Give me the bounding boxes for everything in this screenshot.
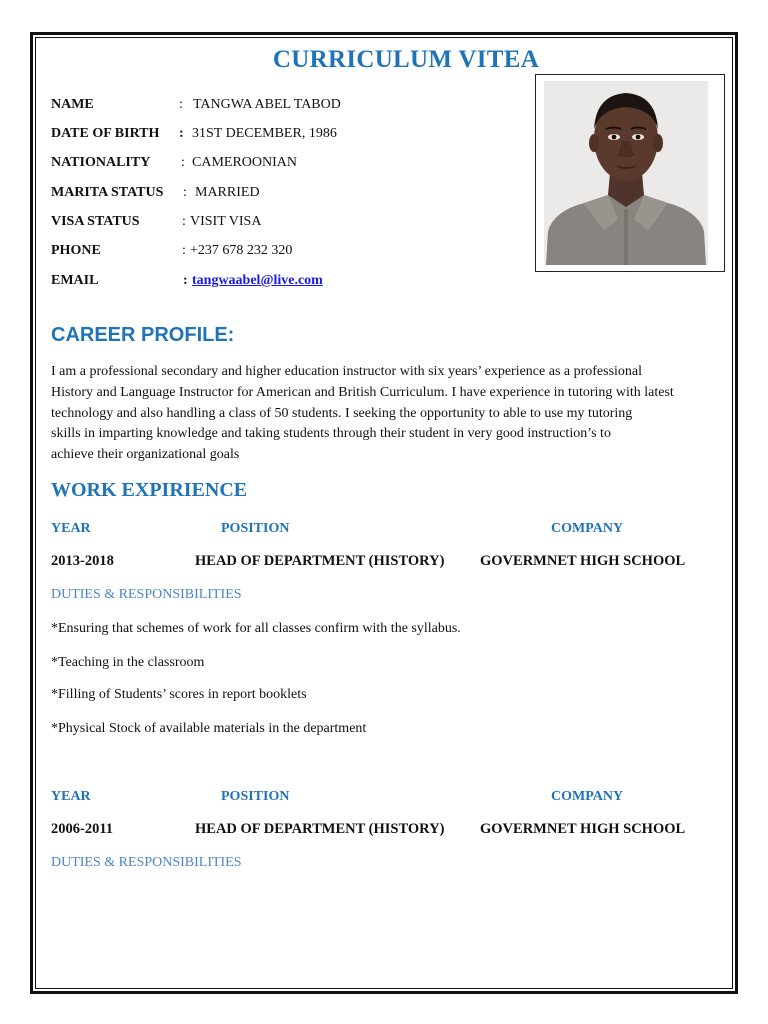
phone-label: PHONE	[51, 243, 101, 258]
job-company: GOVERMNET HIGH SCHOOL	[480, 821, 686, 837]
job-year: 2006-2011	[51, 821, 114, 837]
career-line: History and Language Instructor for American and British Curriculum. I have experience in tutoring with latest	[51, 384, 674, 400]
career-line: I am a professional secondary and higher education instructor with six years’ experience as a professional	[51, 364, 643, 379]
dob-value: 31ST DECEMBER, 1986	[192, 126, 337, 141]
job-company: GOVERMNET HIGH SCHOOL	[480, 553, 686, 569]
career-line: achieve their organizational goals	[51, 447, 240, 463]
email-colon: :	[183, 273, 188, 288]
duty-item: *Filling of Students’ scores in report booklets	[51, 687, 307, 702]
duties-heading: DUTIES & RESPONSIBILITIES	[51, 587, 242, 602]
nationality-value: CAMEROONIAN	[192, 155, 297, 170]
duty-item: *Teaching in the classroom	[51, 655, 205, 670]
marital-status-colon: :	[183, 185, 187, 200]
position-column-header: POSITION	[221, 521, 290, 536]
marital-status-value: MARRIED	[195, 185, 260, 200]
duty-item: *Physical Stock of available materials in the department	[51, 721, 367, 736]
career-profile-heading: CAREER PROFILE:	[51, 324, 235, 346]
marital-status-label: MARITA STATUS	[51, 185, 164, 200]
dob-label: DATE OF BIRTH	[51, 126, 160, 141]
passport-photo	[544, 81, 708, 265]
name-label: NAME	[51, 97, 94, 112]
year-column-header: YEAR	[51, 789, 91, 804]
job-year: 2013-2018	[51, 553, 114, 569]
nationality-colon: :	[181, 155, 185, 170]
photo-frame	[535, 74, 725, 272]
name-colon: :	[179, 97, 183, 112]
career-line: technology and also handling a class of 50 students. I seeking the opportunity to able to use my tutoring	[51, 405, 633, 421]
duties-heading: DUTIES & RESPONSIBILITIES	[51, 855, 242, 870]
phone-value: +237 678 232 320	[190, 243, 293, 258]
visa-status-label: VISA STATUS	[51, 214, 140, 229]
dob-colon: :	[179, 126, 184, 141]
job-position: HEAD OF DEPARTMENT (HISTORY)	[195, 553, 445, 569]
job-position: HEAD OF DEPARTMENT (HISTORY)	[195, 821, 445, 837]
name-value: TANGWA ABEL TABOD	[193, 97, 341, 112]
document-title: CURRICULUM VITEA	[272, 46, 540, 73]
company-column-header: COMPANY	[551, 521, 624, 536]
career-profile-text	[51, 362, 723, 466]
phone-colon: :	[182, 243, 186, 258]
year-column-header: YEAR	[51, 521, 91, 536]
work-experience-heading: WORK EXPIRIENCE	[51, 479, 248, 501]
duty-item: *Ensuring that schemes of work for all classes confirm with the syllabus.	[51, 621, 461, 636]
position-column-header: POSITION	[221, 789, 290, 804]
visa-status-colon: :	[182, 214, 186, 229]
email-label: EMAIL	[51, 273, 99, 288]
visa-status-value: VISIT VISA	[190, 214, 262, 229]
company-column-header: COMPANY	[551, 789, 624, 804]
nationality-label: NATIONALITY	[51, 155, 151, 170]
career-line: skills in imparting knowledge and taking students through their student in very good instruction’s to	[51, 426, 611, 442]
email-link[interactable]: tangwaabel@live.com	[192, 273, 323, 288]
